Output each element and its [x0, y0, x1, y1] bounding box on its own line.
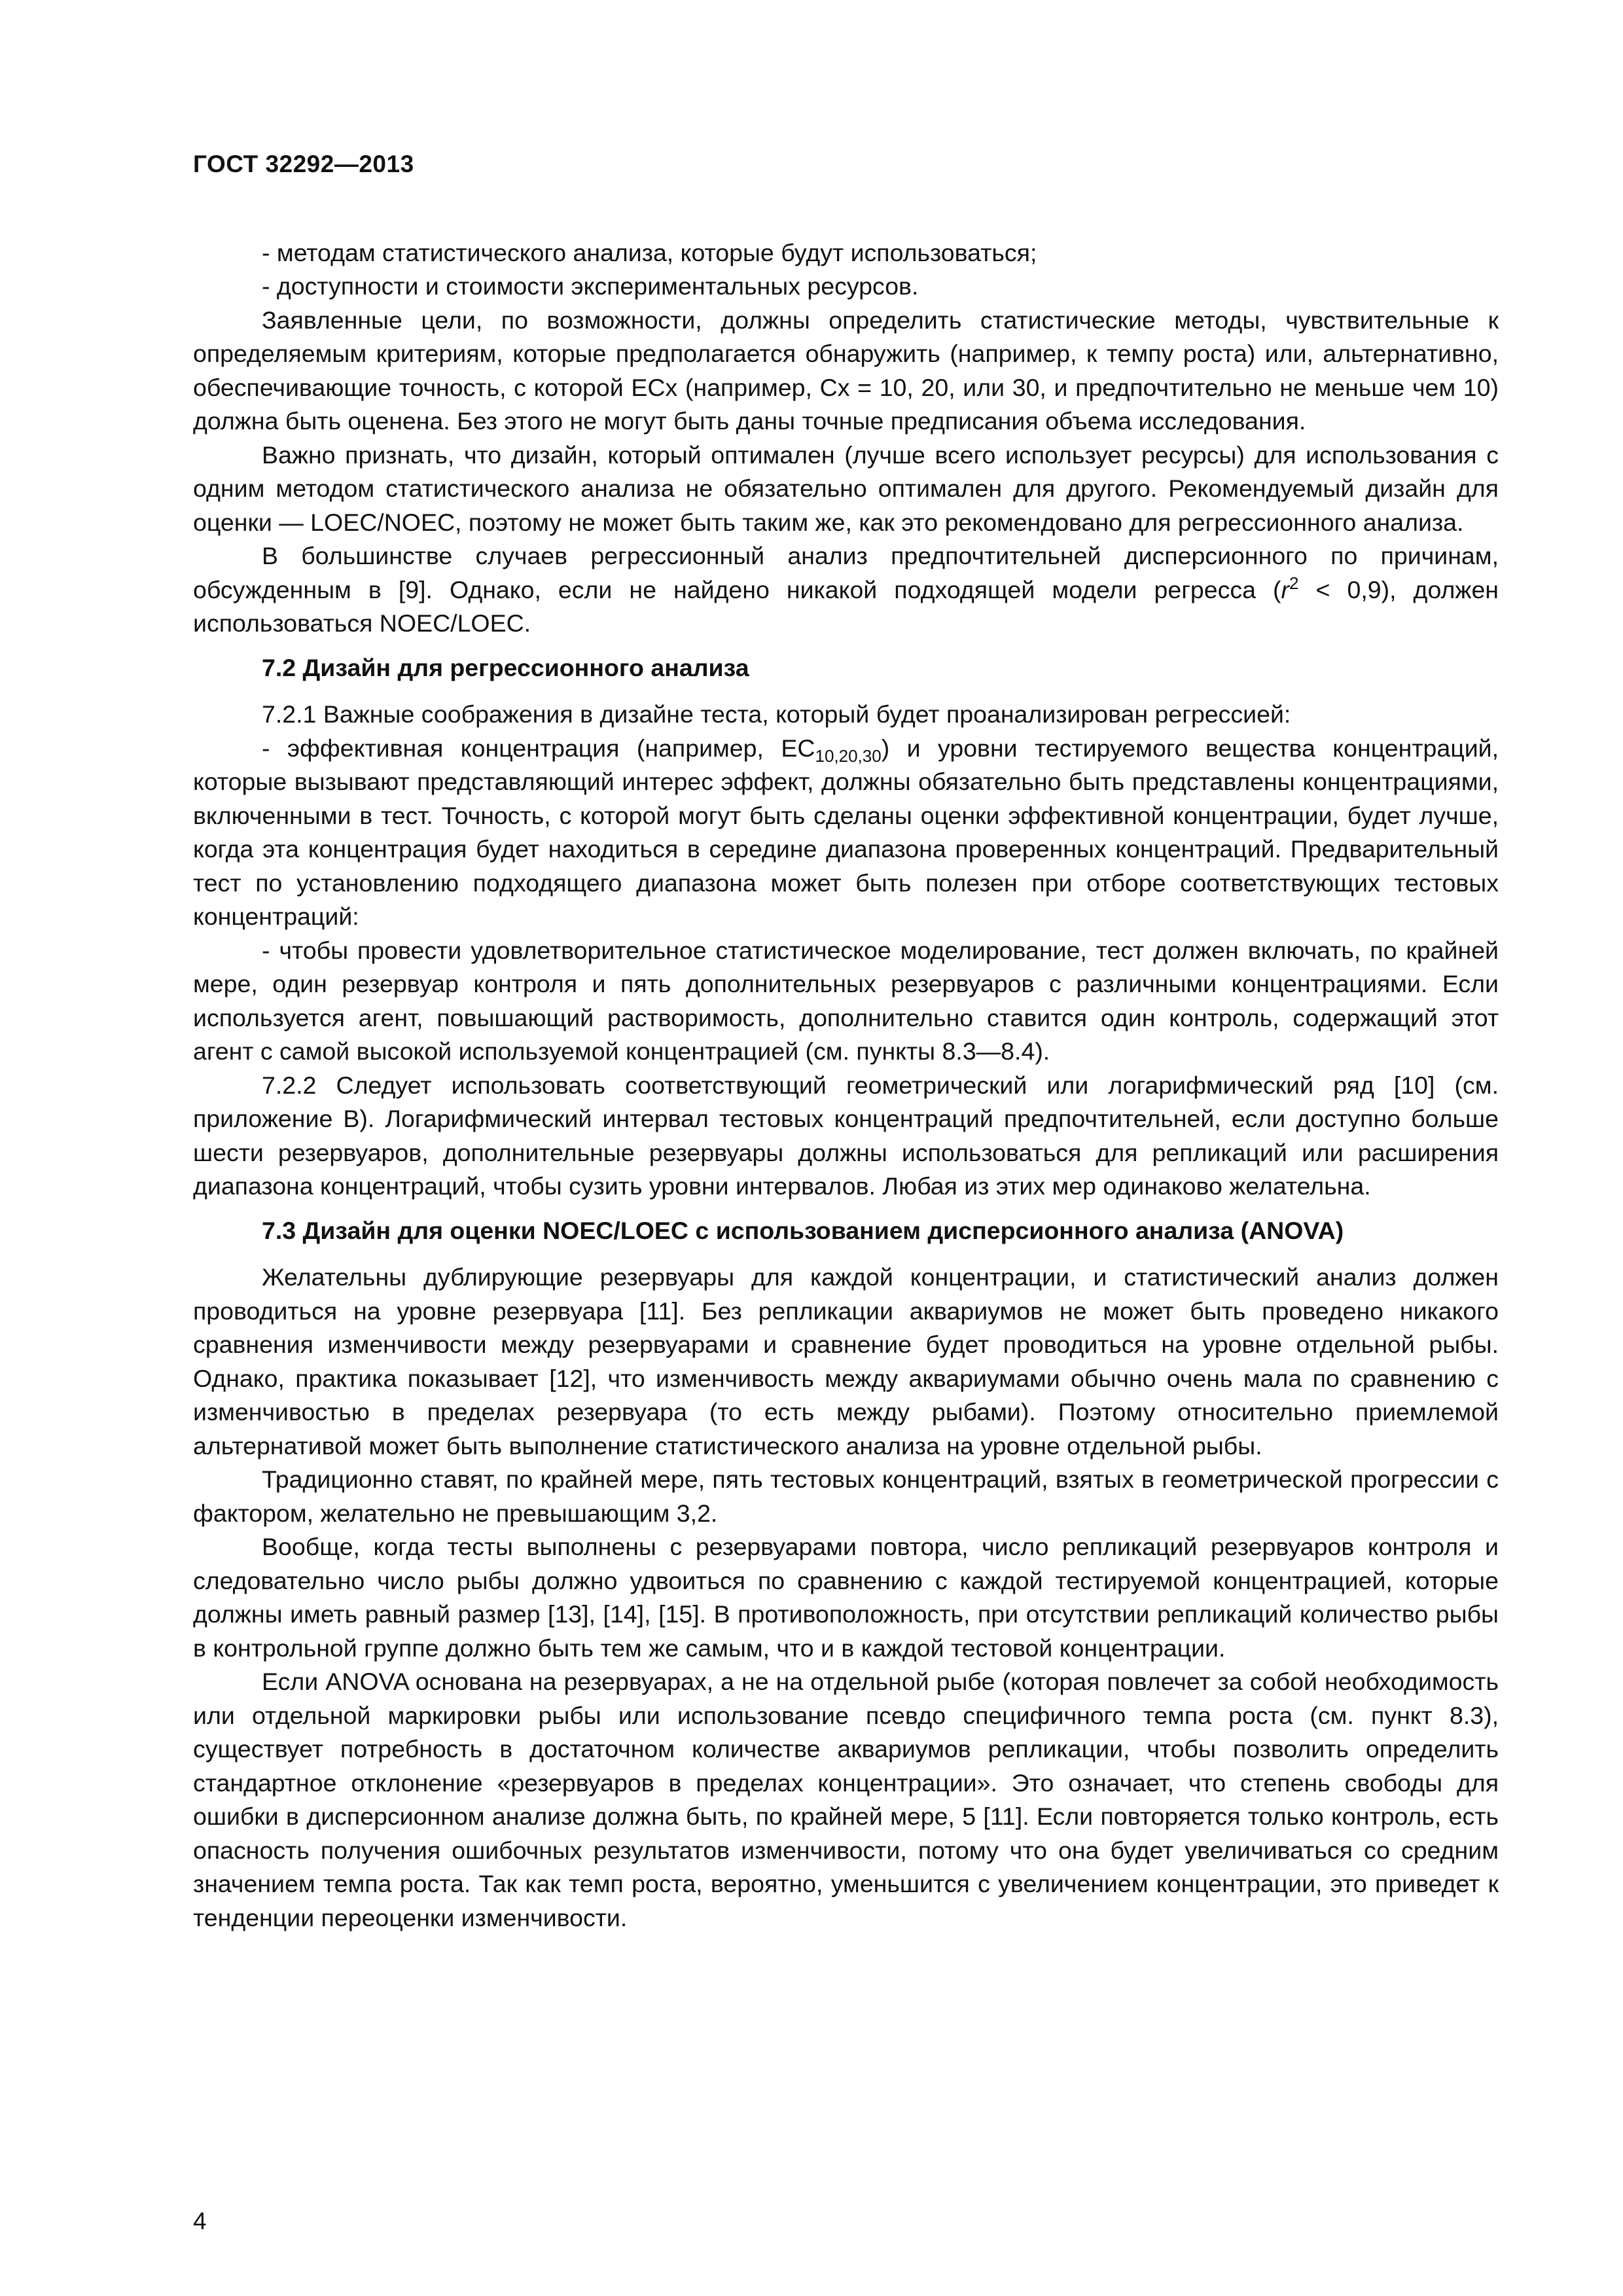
subscript: 10,20,30 — [815, 745, 882, 766]
paragraph: 7.2.2 Следует использовать соответствующий геометрический или логарифмический ряд [10] (см. приложение B). Логарифмический интервал тестовых концентраций предпочтительней, если доступно больше шести резервуаров, дополнительные резервуары должны использоваться для репликаций или расширения диапазона концентраций, чтобы сузить уровни интервалов. Любая из этих мер одинаково желательна. — [193, 1071, 1499, 1200]
list-item-effective-concentration — [193, 732, 1499, 934]
text-run: ) и уровни тестируемого вещества концентраций, которые вызывают представляющий интерес эффект, должны обязательно быть представлены концентрациями, включенными в тест. Точность, с которой могут быть сделаны оценки эффективной концентрации, будет лучше, когда эта концентрация будет находиться в середине диапазона проверенных концентраций. Предварительный тест по установлению подходящего диапазона может быть полезен при отборе соответствующих тестовых концентраций: — [193, 734, 1499, 930]
paragraph: 7.2.1 Важные соображения в дизайне теста, который будет проанализирован регрессией: — [262, 700, 1291, 728]
text-run: < 0,9), должен использоваться NOEC/LOEC. — [193, 575, 1499, 637]
intro-block — [193, 236, 1499, 641]
paragraph: Заявленные цели, по возможности, должны определить статистические методы, чувствительные к определяемым критериям, которые предполагается обнаружить (например, к темпу роста) или, альтернативно, обеспечивающие точность, с которой ECx (например, Cx = 10, 20, или 30, и предпочтительно не меньше чем 10) должна быть оценена. Без этого не могут быть даны точные предписания объема исследования. — [193, 306, 1499, 435]
document-header-title: ГОСТ 32292—2013 — [193, 151, 414, 177]
section-heading-7-2: 7.2 Дизайн для регрессионного анализа — [262, 653, 749, 681]
variable-r: r — [1281, 575, 1290, 603]
page-number: 4 — [193, 2208, 207, 2234]
text-run: В большинстве случаев регрессионный анализ предпочтительней дисперсионного по причинам, обсужденным в [9]. Однако, если не найдено никакой подходящей модели регресса ( — [193, 542, 1499, 603]
paragraph: Если ANOVA основана на резервуарах, а не на отдельной рыбе (которая повлечет за собой необходимость или отдельной маркировки рыбы или использование псевдо специфичного темпа роста (см. пункт 8.3), существует потребность в достаточном количестве аквариумов репликации, чтобы позволить определить стандартное отклонение «резервуаров в пределах концентрации». Это означает, что степень свободы для ошибки в дисперсионном анализе должна быть, по крайней мере, 5 [11]. Если повторяется только контроль, есть опасность получения ошибочных результатов изменчивости, потому что она будет увеличиваться со средним значением темпа роста. Так как темп роста, вероятно, уменьшится с увеличением концентрации, это приведет к тенденции переоценки изменчивости. — [193, 1668, 1499, 1931]
paragraph: Традиционно ставят, по крайней мере, пять тестовых концентраций, взятых в геометрической прогрессии с фактором, желательно не превышающим 3,2. — [193, 1465, 1499, 1527]
list-item: - чтобы провести удовлетворительное статистическое моделирование, тест должен включать, по крайней мере, один резервуар контроля и пять дополнительных резервуаров с различными концентрациями. Если используется агент, повышающий растворимость, дополнительно ставится один контроль, содержащий этот агент с самой высокой используемой концентрацией (см. пункты 8.3—8.4). — [193, 936, 1499, 1065]
section-7-3-body — [193, 1261, 1499, 1935]
text-run: - эффективная концентрация (например, EC — [262, 734, 815, 762]
list-item: - доступности и стоимости экспериментальных ресурсов. — [262, 272, 919, 300]
section-7-2-body — [193, 698, 1499, 1204]
superscript: 2 — [1289, 573, 1299, 593]
paragraph-regression-preference — [193, 539, 1499, 641]
paragraph: Вообще, когда тесты выполнены с резервуарами повтора, число репликаций резервуаров контроля и следовательно число рыбы должно удвоиться по сравнению с каждой тестируемой концентрацией, которые должны иметь равный размер [13], [14], [15]. В противоположность, при отсутствии репликаций количество рыбы в контрольной группе должно быть тем же самым, что и в каждой тестовой концентрации. — [193, 1533, 1499, 1662]
list-item: - методам статистического анализа, которые будут использоваться; — [262, 238, 1037, 266]
paragraph: Важно признать, что дизайн, который оптимален (лучше всего использует ресурсы) для использования с одним методом статистического анализа не обязательно оптимален для другого. Рекомендуемый дизайн для оценки — LOEC/NOEC, поэтому не может быть таким же, как это рекомендовано для регрессионного анализа. — [193, 440, 1499, 536]
section-heading-7-3: 7.3 Дизайн для оценки NOEC/LOEC с использованием дисперсионного анализа (ANOVA) — [262, 1216, 1344, 1244]
document-page — [193, 147, 1499, 2234]
paragraph: Желательны дублирующие резервуары для каждой концентрации, и статистический анализ должен проводиться на уровне резервуара [11]. Без репликации аквариумов не может быть проведено никакого сравнения изменчивости между резервуарами и сравнение будет проводиться на уровне отдельной рыбы. Однако, практика показывает [12], что изменчивость между аквариумами обычно очень мала по сравнению с изменчивостью в пределах резервуара (то есть между рыбами). Поэтому относительно приемлемой альтернативой может быть выполнение статистического анализа на уровне отдельной рыбы. — [193, 1263, 1499, 1460]
